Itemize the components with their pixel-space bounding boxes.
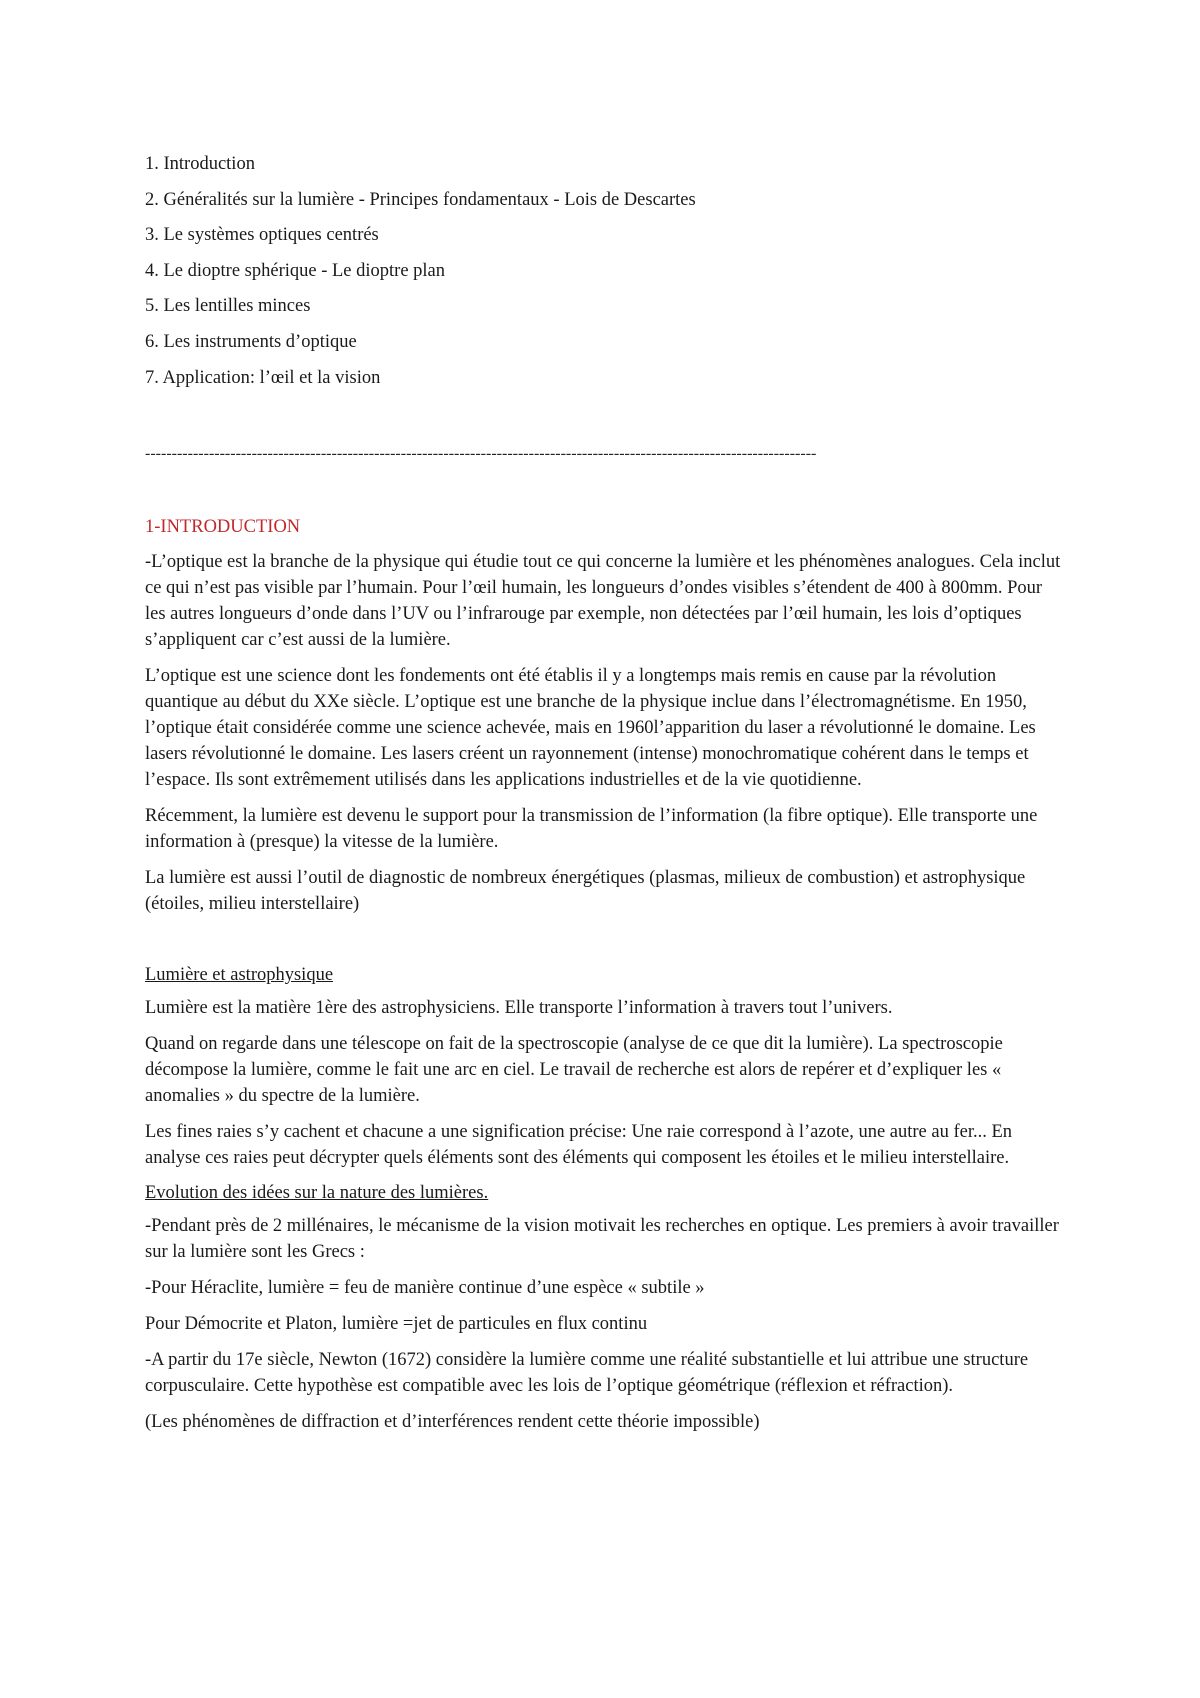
toc-item: 2. Généralités sur la lumière - Principes fondamentaux - Lois de Descartes <box>145 189 696 210</box>
paragraph: -Pour Héraclite, lumière = feu de manière continue d’une espèce « subtile » <box>145 1278 705 1298</box>
table-of-contents <box>145 152 1065 401</box>
toc-item: 4. Le dioptre sphérique - Le dioptre plan <box>145 260 446 281</box>
paragraph: -L’optique est la branche de la physique qui étudie tout ce qui concerne la lumière et les phénomènes analogues. Cela inclut ce qui n’est pas visible par l’humain. Pour l’œil humain, les longueurs d’ondes visibles s’étendent de 400 à 800mm. Pour les autres longueurs d’onde dans l’UV ou l’infrarouge par exemple, non détectées par l’œil humain, les lois d’optiques s’appliquent car c’est aussi de la lumière. <box>145 552 1061 650</box>
toc-item: 6. Les instruments d’optique <box>145 331 357 352</box>
toc-item: 7. Application: l’œil et la vision <box>145 367 381 388</box>
subsection-title-evolution: Evolution des idées sur la nature des lumières. <box>145 1183 489 1203</box>
paragraph: -A partir du 17e siècle, Newton (1672) considère la lumière comme une réalité substantielle et lui attribue une structure corpusculaire. Cette hypothèse est compatible avec les lois de l’optique géométrique (réflexion et réfraction). <box>145 1350 1029 1396</box>
subsection-title-astrophysique: Lumière et astrophysique <box>145 965 334 985</box>
paragraph: Récemment, la lumière est devenu le support pour la transmission de l’information (la fibre optique). Elle transporte une information à (presque) la vitesse de la lumière. <box>145 806 1038 852</box>
spacer <box>145 927 1065 963</box>
paragraph: Quand on regarde dans une télescope on fait de la spectroscopie (analyse de ce que dit la lumière). La spectroscopie décompose la lumière, comme le fait une arc en ciel. Le travail de recherche est alors de repérer et d’expliquer les « anomalies » du spectre de la lumière. <box>145 1034 1003 1106</box>
paragraph: (Les phénomènes de diffraction et d’interférences rendent cette théorie impossible) <box>145 1412 760 1432</box>
toc-item: 1. Introduction <box>145 154 255 174</box>
toc-item: 5. Les lentilles minces <box>145 296 311 317</box>
toc-item: 3. Le systèmes optiques centrés <box>145 225 379 246</box>
document-body <box>145 515 1065 1445</box>
paragraph: L’optique est une science dont les fondements ont été établis il y a longtemps mais remis en cause par la révolution quantique au début du XXe siècle. L’optique est une branche de la physique inclue dans l’électromagnétisme. En 1950, l’optique était considérée comme une science achevée, mais en 1960l’apparition du laser a révolutionné le domaine. Les lasers révolutionné le domaine. Les lasers créent un rayonnement (intense) monochromatique cohérent dans le temps et l’espace. Ils sont extrêmement utilisés dans les applications industrielles et de la vie quotidienne. <box>145 666 1036 790</box>
paragraph: Pour Démocrite et Platon, lumière =jet de particules en flux continu <box>145 1314 648 1334</box>
dashed-separator: ------------------------------------------------------------------------------------------------------------------------------ <box>145 445 817 462</box>
paragraph: La lumière est aussi l’outil de diagnostic de nombreux énergétiques (plasmas, milieux de combustion) et astrophysique (étoiles, milieu interstellaire) <box>145 868 1026 914</box>
paragraph: Lumière est la matière 1ère des astrophysiciens. Elle transporte l’information à travers tout l’univers. <box>145 998 893 1018</box>
paragraph: Les fines raies s’y cachent et chacune a une signification précise: Une raie correspond à l’azote, une autre au fer... En analyse ces raies peut décrypter quels éléments sont des éléments qui composent les étoiles et le milieu interstellaire. <box>145 1122 1013 1168</box>
section-title-introduction: 1-INTRODUCTION <box>145 517 301 537</box>
paragraph: -Pendant près de 2 millénaires, le mécanisme de la vision motivait les recherches en optique. Les premiers à avoir travailler sur la lumière sont les Grecs : <box>145 1216 1059 1262</box>
